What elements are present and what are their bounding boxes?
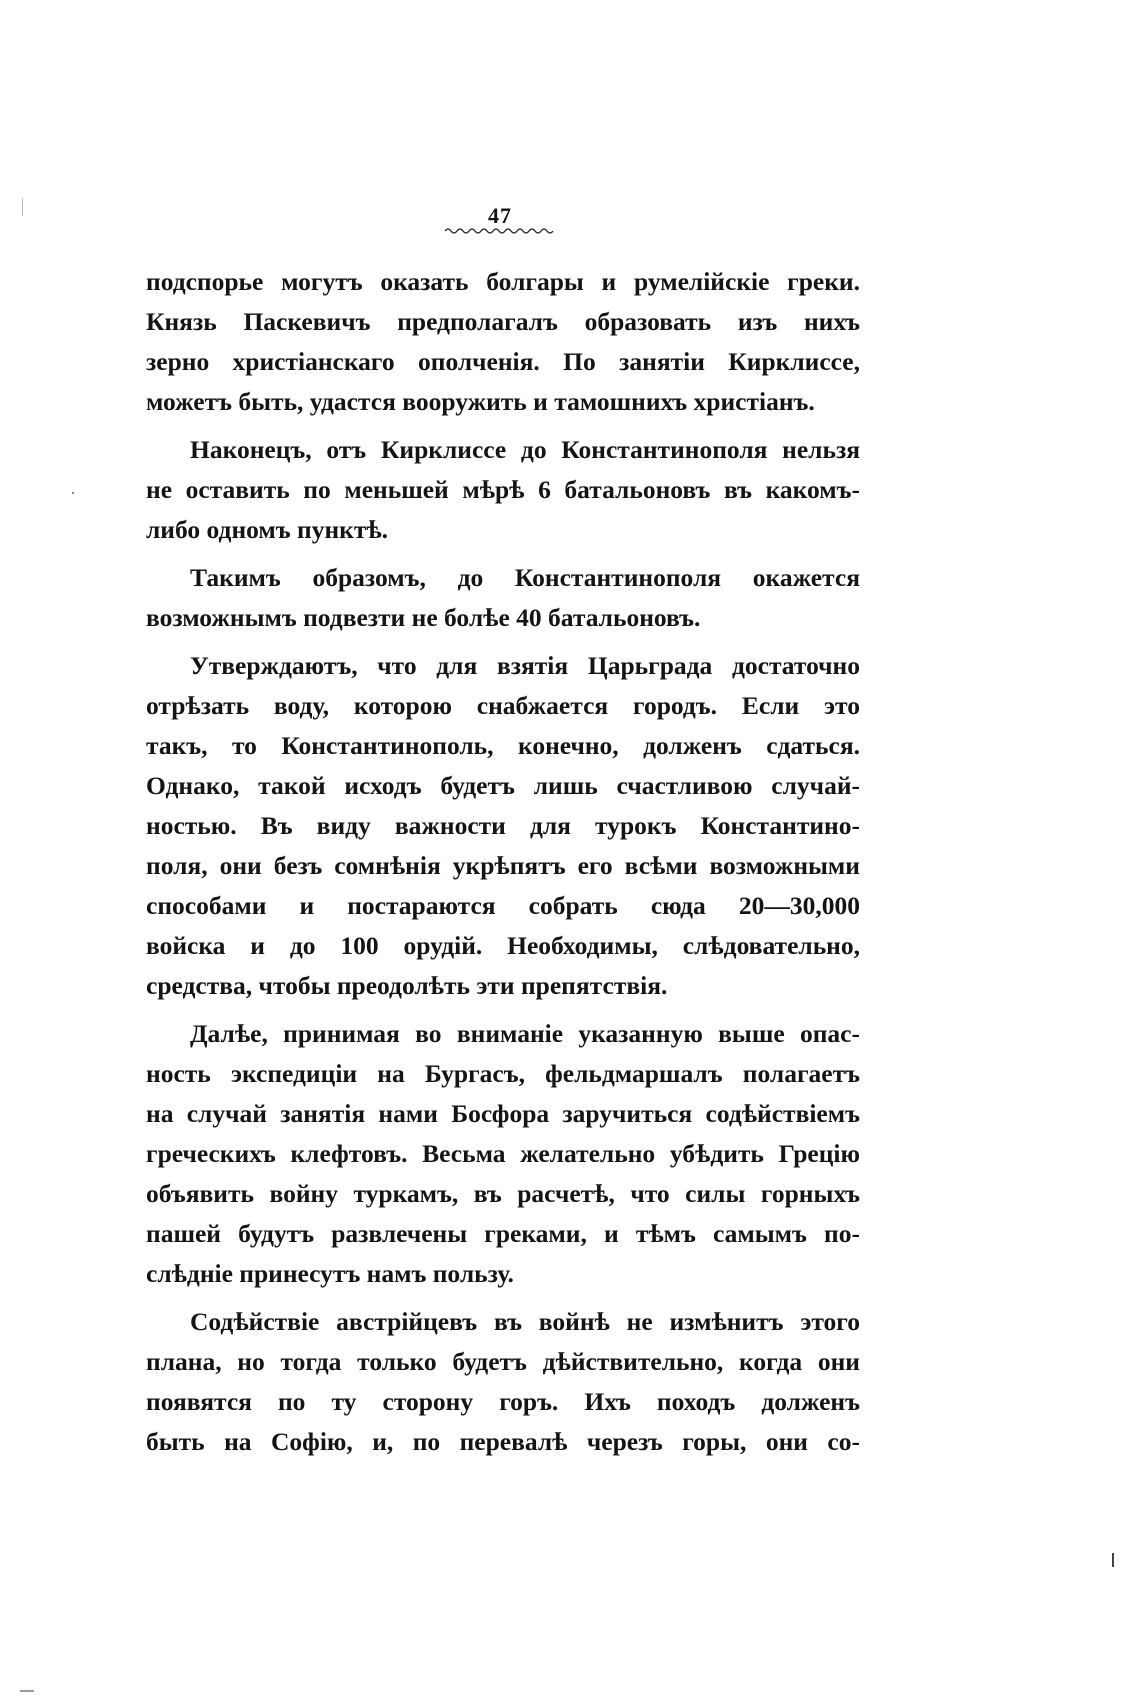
text-line: способами и постараются собрать сюда 20—30,000 [146,891,860,920]
text-line: такъ, то Константинополь, конечно, долженъ сдаться. [146,731,860,760]
scan-artifact-dot [72,492,74,494]
scan-artifact-left [22,198,23,216]
text-line: на случай занятія нами Босфора заручиться содѣйствіемъ [146,1099,860,1128]
text-line: возможнымъ подвезти не болѣе 40 батальоновъ. [146,603,701,632]
text-line: Далѣе, принимая во вниманіе указанную выше опас- [190,1019,860,1048]
text-line: ностью. Въ виду важности для турокъ Константино- [146,811,860,840]
text-line: Князь Паскевичъ предполагалъ образовать изъ нихъ [146,307,860,336]
text-line: Наконецъ, отъ Кирклиссе до Константинополя нельзя [190,435,860,464]
text-line: не оставить по меньшей мѣрѣ 6 батальоновъ въ какомъ- [146,475,860,504]
text-line: греческихъ клефтовъ. Весьма желательно убѣдить Грецію [146,1139,860,1168]
text-line: быть на Софію, и, по перевалѣ черезъ горы, они со- [146,1427,860,1456]
text-line: ность экспедиціи на Бургасъ, фельдмаршалъ полагаетъ [146,1059,860,1088]
scan-artifact-right [1112,1553,1114,1567]
text-line: Утверждаютъ, что для взятія Царьграда достаточно [190,651,860,680]
text-line: отрѣзать воду, которою снабжается городъ. Если это [146,691,860,720]
text-line: плана, но тогда только будетъ дѣйствительно, когда они [146,1347,860,1376]
text-line: подспорье могутъ оказать болгары и румелійскіе греки. [146,267,860,296]
wavy-rule-ornament [445,226,557,236]
text-line: зерно христіанскаго ополченія. По занятіи Кирклиссе, [146,347,860,376]
text-line: Однако, такой исходъ будетъ лишь счастливою случай- [146,771,860,800]
text-line: поля, они безъ сомнѣнія укрѣпятъ его всѣми возможными [146,851,860,880]
text-line: пашей будутъ развлечены греками, и тѣмъ самымъ по- [146,1219,860,1248]
page-number: 47 [488,203,512,228]
text-line: средства, чтобы преодолѣть эти препятствія. [146,971,668,1000]
body-text [146,262,860,1462]
text-line: можетъ быть, удастся вооружить и тамошнихъ христіанъ. [146,387,815,416]
scan-artifact-bottom [20,1690,34,1692]
text-line: либо одномъ пунктѣ. [146,515,389,544]
text-line: объявить войну туркамъ, въ расчетѣ, что силы горныхъ [146,1179,860,1208]
text-line: войска и до 100 орудій. Необходимы, слѣдовательно, [146,931,860,960]
text-line: Содѣйствіе австрійцевъ въ войнѣ не измѣнитъ этого [190,1307,860,1336]
text-line: Такимъ образомъ, до Константинополя окажется [190,563,860,592]
text-line: появятся по ту сторону горъ. Ихъ походъ долженъ [146,1387,860,1416]
text-line: слѣдніе принесутъ намъ пользу. [146,1259,514,1288]
